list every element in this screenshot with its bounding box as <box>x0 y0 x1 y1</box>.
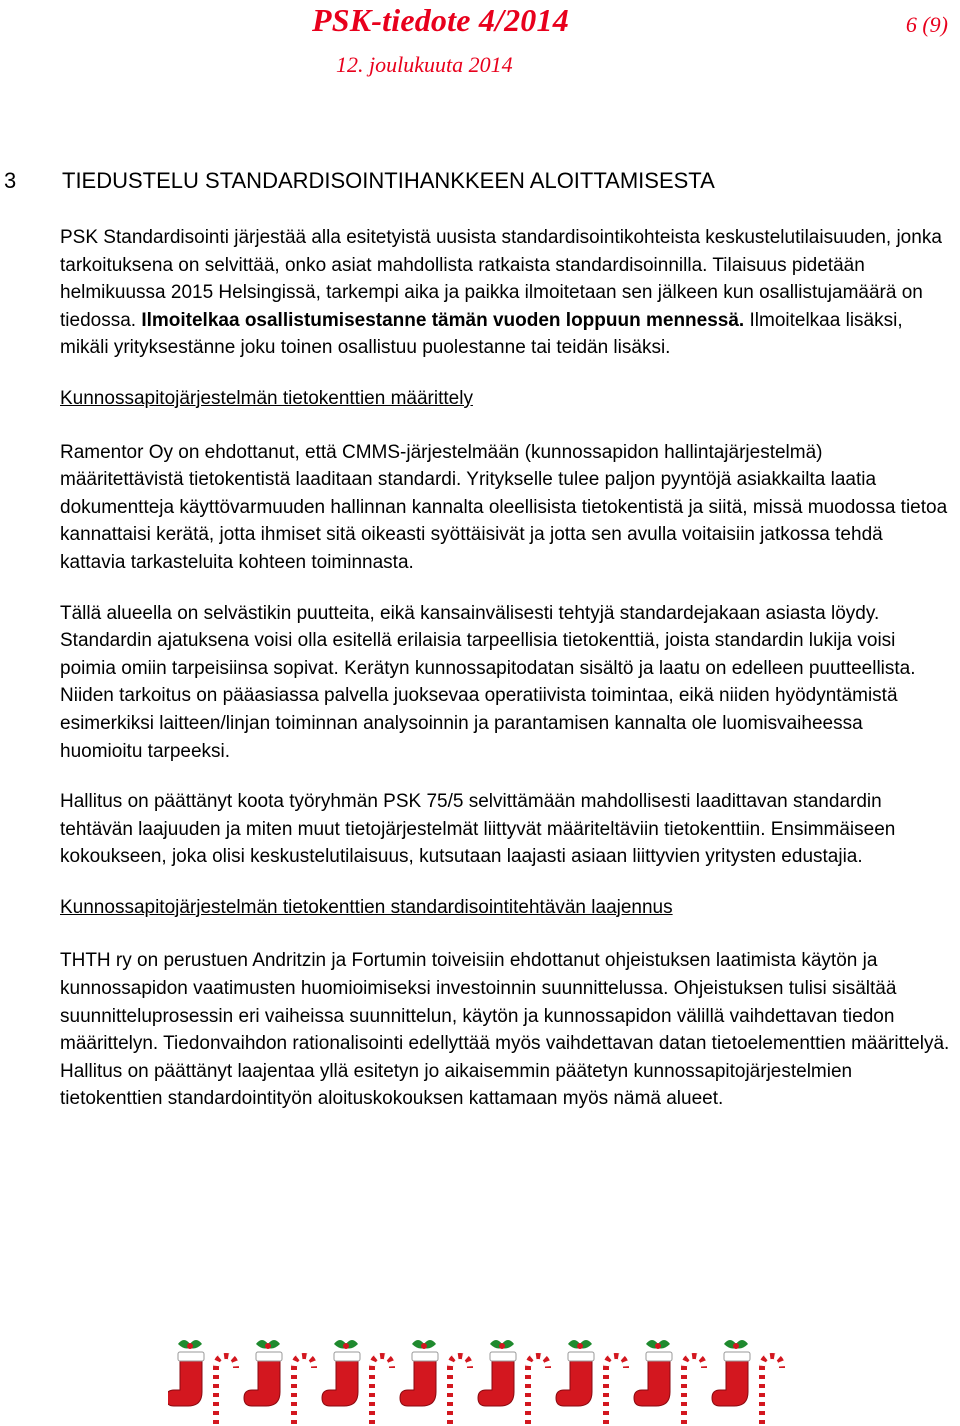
christmas-stockings-icon <box>168 1334 792 1426</box>
newsletter-date: 12. joulukuuta 2014 <box>336 52 513 77</box>
paragraph: THTH ry on perustuen Andritzin ja Fortumin toiveisiin ehdottanut ohjeistuksen laatimista käytön ja kunnossapidon vaatimusten huomioimiseksi investoinnin suunnittelussa. Ohjeistuksen tulisi sisältää suunnitteluprosessin eri vaiheissa suunnittelun, käytön ja kunnossapidon välillä vaihdettavan tiedon määrittelyn. Tiedonvaihdon rationalisointi edellyttää myös vaihdettavan datan tietoelementtien määrittelyä. Hallitus on päättänyt laajentaa yllä esitetyn jo aikaisemmin päätetyn kunnossapitojärjestelmien tietokenttien standardointityön aloituskokouksen kattamaan myös nämä alueet. <box>60 950 950 1110</box>
intro-text-1: PSK Standardisointi järjestää alla esitetyistä uusista standardisointikohteista keskustelutilaisuuden, jonka tarkoituksena on selvittää, onko asiat mahdollista ratkaista standardisoinnilla. Tilaisuus pidetään helmikuussa 2015 Helsingissä, tarkempi aika ja paikka ilmoitetaan sen jälkeen kun osallistujamäärä on tiedossa. <box>60 227 942 331</box>
subsection-heading-1: Kunnossapitojärjestelmän tietokenttien määrittely <box>60 387 473 409</box>
paragraph: Tällä alueella on selvästikin puutteita, eikä kansainvälisesti tehtyjä standardejakaan asiasta löydy. Standardin ajatuksena voisi olla esitellä erilaisia tarpeellisia tietokenttiä, joista standardin lukija voisi poimia omiin tarpeisiinsa sopivat. Kerätyn kunnossapitodatan sisältö ja laatu on edelleen puutteellista. Niiden tarkoitus on pääasiassa palvella juoksevaa operatiivista toimintaa, eikä niiden hyödyntämistä esimerkiksi laitteen/linjan toiminnan analysoinnin ja parantamisen kannalta ole luomisvaiheessa huomioitu tarpeeksi. <box>60 602 916 762</box>
paragraph: Ramentor Oy on ehdottanut, että CMMS-järjestelmään (kunnossapidon hallintajärjestelmä) määritettävistä tietokentistä laaditaan standardi. Yritykselle tulee paljon pyyntöjä asiakkailta laatia dokumentteja käyttövarmuuden hallinnan kannalta oleellisista tietokentistä ja siitä, missä muodossa tietoa kannattaisi kerätä, jotta ihmiset sitä oikeasti syöttäisivät ja jotta sen avulla voitaisiin jatkossa tehdä kattavia tarkasteluita kohteen toiminnasta. <box>60 441 948 573</box>
intro-paragraph <box>60 224 950 362</box>
section-number: 3 <box>4 168 17 193</box>
document-body <box>60 224 950 1136</box>
paragraph: Hallitus on päättänyt koota työryhmän PSK 75/5 selvittämään mahdollisesti laadittavan standardin tehtävän laajuuden ja miten muut tietojärjestelmät liittyvät määriteltäviin tietokenttiin. Ensimmäiseen kokoukseen, joka olisi keskustelutilaisuus, kutsutaan laajasti asiaan liittyvien yritysten edustajia. <box>60 791 896 868</box>
intro-text-2: Ilmoitelkaa lisäksi, mikäli yrityksestänne joku toinen osallistuu puolestanne tai teidän lisäksi. <box>60 309 903 359</box>
subsection-heading-2: Kunnossapitojärjestelmän tietokenttien standardisointitehtävän laajennus <box>60 896 673 918</box>
section-title-text: TIEDUSTELU STANDARDISOINTIHANKKEEN ALOITTAMISESTA <box>62 168 715 193</box>
section-heading <box>4 168 934 194</box>
page-number: 6 (9) <box>905 12 948 37</box>
newsletter-title: PSK-tiedote 4/2014 <box>312 2 569 38</box>
intro-deadline: Ilmoitelkaa osallistumisestanne tämän vuoden loppuun mennessä. <box>141 309 745 331</box>
